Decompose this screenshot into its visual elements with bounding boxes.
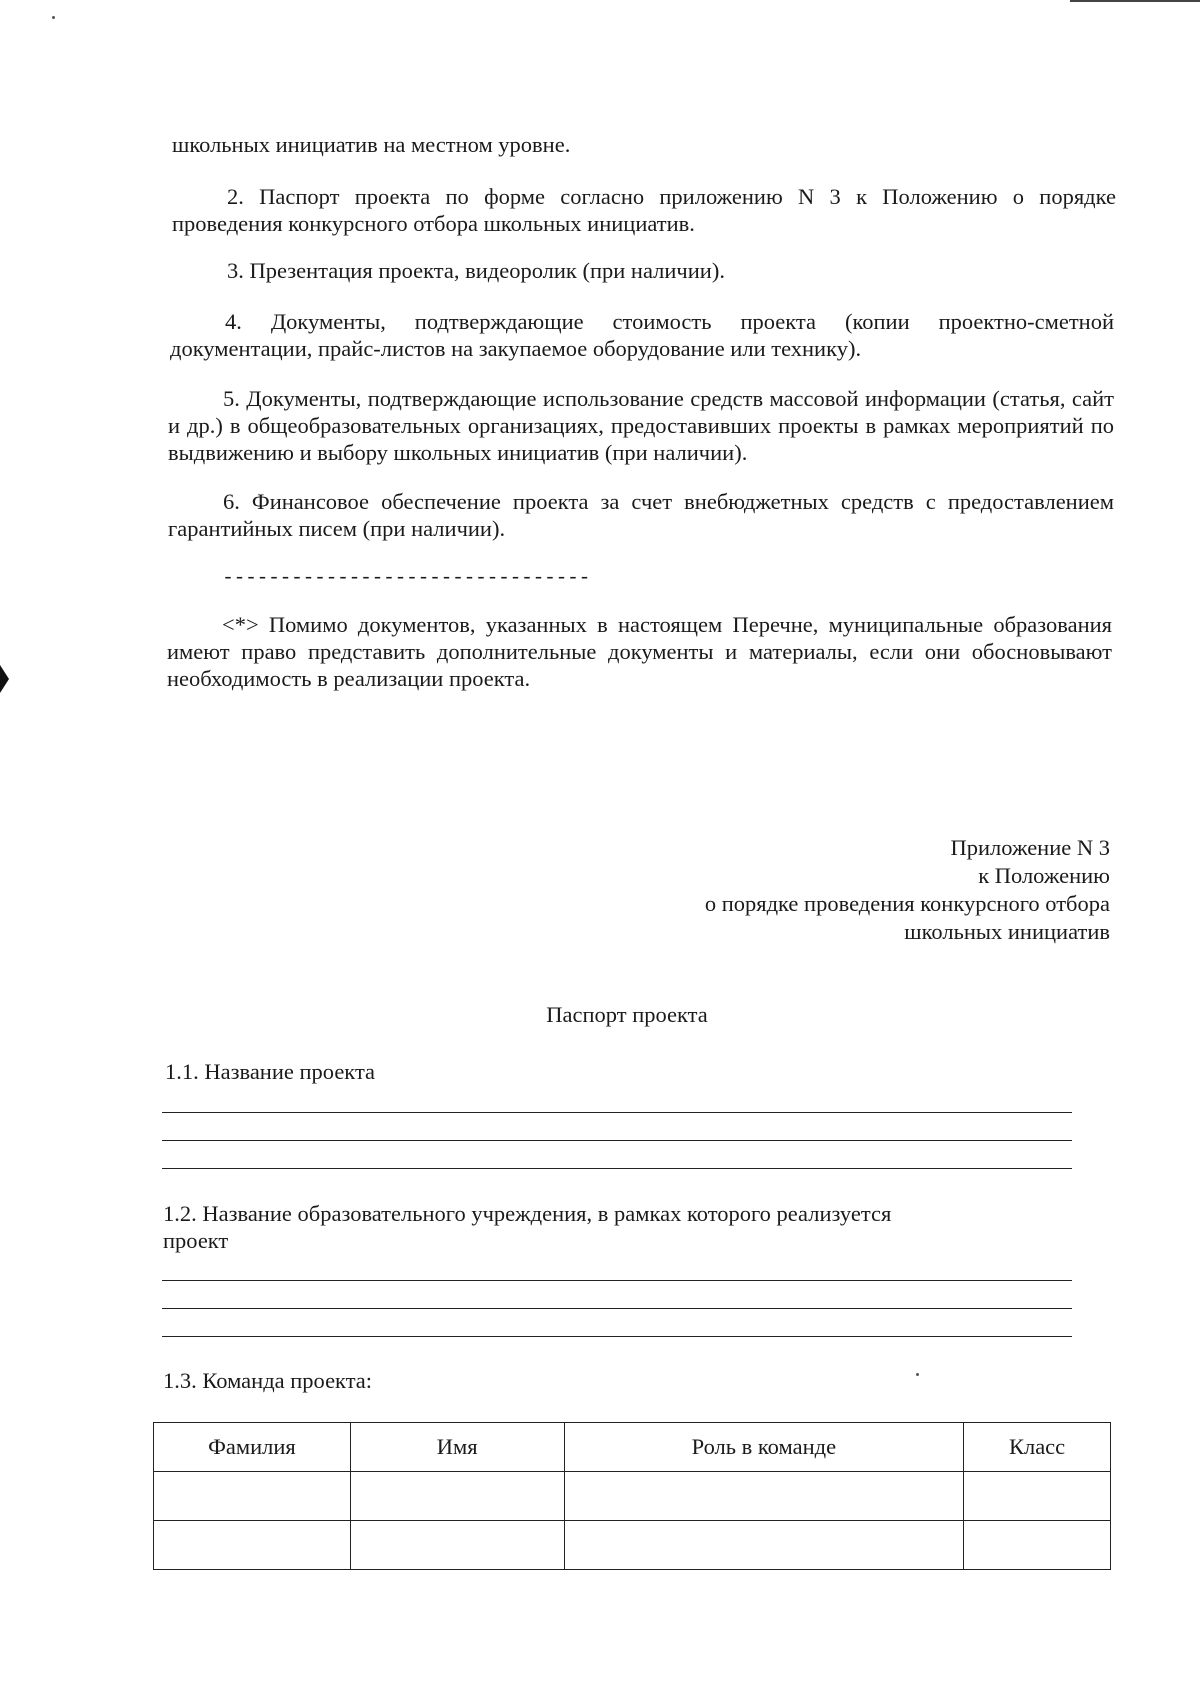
section-1-2-label: 1.2. Название образовательного учреждения, в рамках которого реализуется [163, 1201, 892, 1226]
list-item-6: 6. Финансовое обеспечение проекта за счет внебюджетных средств с предоставлением гарантийных писем (при наличии). [168, 489, 1114, 541]
table-row [154, 1521, 1111, 1570]
appendix-line-1: Приложение N 3 [950, 835, 1110, 860]
scan-speck [916, 1373, 919, 1376]
scan-edge-line [1070, 0, 1200, 2]
list-item-5: 5. Документы, подтверждающие использование средств массовой информации (статья, сайт и др.) в общеобразовательных организациях, предоставивших проекты в рамках мероприятий по выдвижению и выбору школьных инициатив (при наличии). [168, 386, 1114, 465]
table-row [154, 1472, 1111, 1521]
list-item-3: 3. Презентация проекта, видеоролик (при наличии). [227, 258, 725, 283]
section-1-1-label: 1.1. Название проекта [165, 1059, 376, 1084]
header-role: Роль в команде [564, 1423, 964, 1472]
table-cell[interactable] [154, 1521, 351, 1570]
footnote: <*> Помимо документов, указанных в настоящем Перечне, муниципальные образования имеют право представить дополнительные документы и материалы, если они обосновывают необходимость в реализации проекта. [167, 612, 1112, 691]
header-surname: Фамилия [154, 1423, 351, 1472]
footnote-separator: -------------------------------- [222, 567, 591, 590]
list-item-2: 2. Паспорт проекта по форме согласно приложению N 3 к Положению о порядке проведения конкурсного отбора школьных инициатив. [172, 184, 1116, 236]
table-cell[interactable] [350, 1521, 564, 1570]
blank-line [162, 1336, 1072, 1337]
header-class: Класс [964, 1423, 1111, 1472]
table-cell[interactable] [964, 1472, 1111, 1521]
scan-binding-mark [0, 665, 9, 693]
table-cell[interactable] [564, 1521, 964, 1570]
table-cell[interactable] [564, 1472, 964, 1521]
section-1-3-label: 1.3. Команда проекта: [163, 1368, 373, 1393]
appendix-line-4: школьных инициатив [904, 919, 1110, 944]
table-cell[interactable] [350, 1472, 564, 1521]
header-name: Имя [350, 1423, 564, 1472]
list-item-4: 4. Документы, подтверждающие стоимость проекта (копии проектно-сметной документации, прайс-листов на закупаемое оборудование или технику). [170, 309, 1114, 361]
appendix-line-3: о порядке проведения конкурсного отбора [704, 891, 1110, 916]
passport-title: Паспорт проекта [546, 1002, 708, 1027]
table-cell[interactable] [964, 1521, 1111, 1570]
blank-line [162, 1140, 1072, 1141]
continuation-text: школьных инициатив на местном уровне. [172, 132, 571, 157]
project-team-table [153, 1422, 1111, 1570]
table-cell[interactable] [154, 1472, 351, 1521]
blank-line [162, 1112, 1072, 1113]
blank-line [162, 1308, 1072, 1309]
appendix-line-2: к Положению [978, 863, 1110, 888]
section-1-2-label-cont: проект [163, 1228, 229, 1253]
table-header-row [154, 1423, 1111, 1472]
blank-line [162, 1168, 1072, 1169]
blank-line [162, 1280, 1072, 1281]
scan-speck [52, 16, 55, 19]
